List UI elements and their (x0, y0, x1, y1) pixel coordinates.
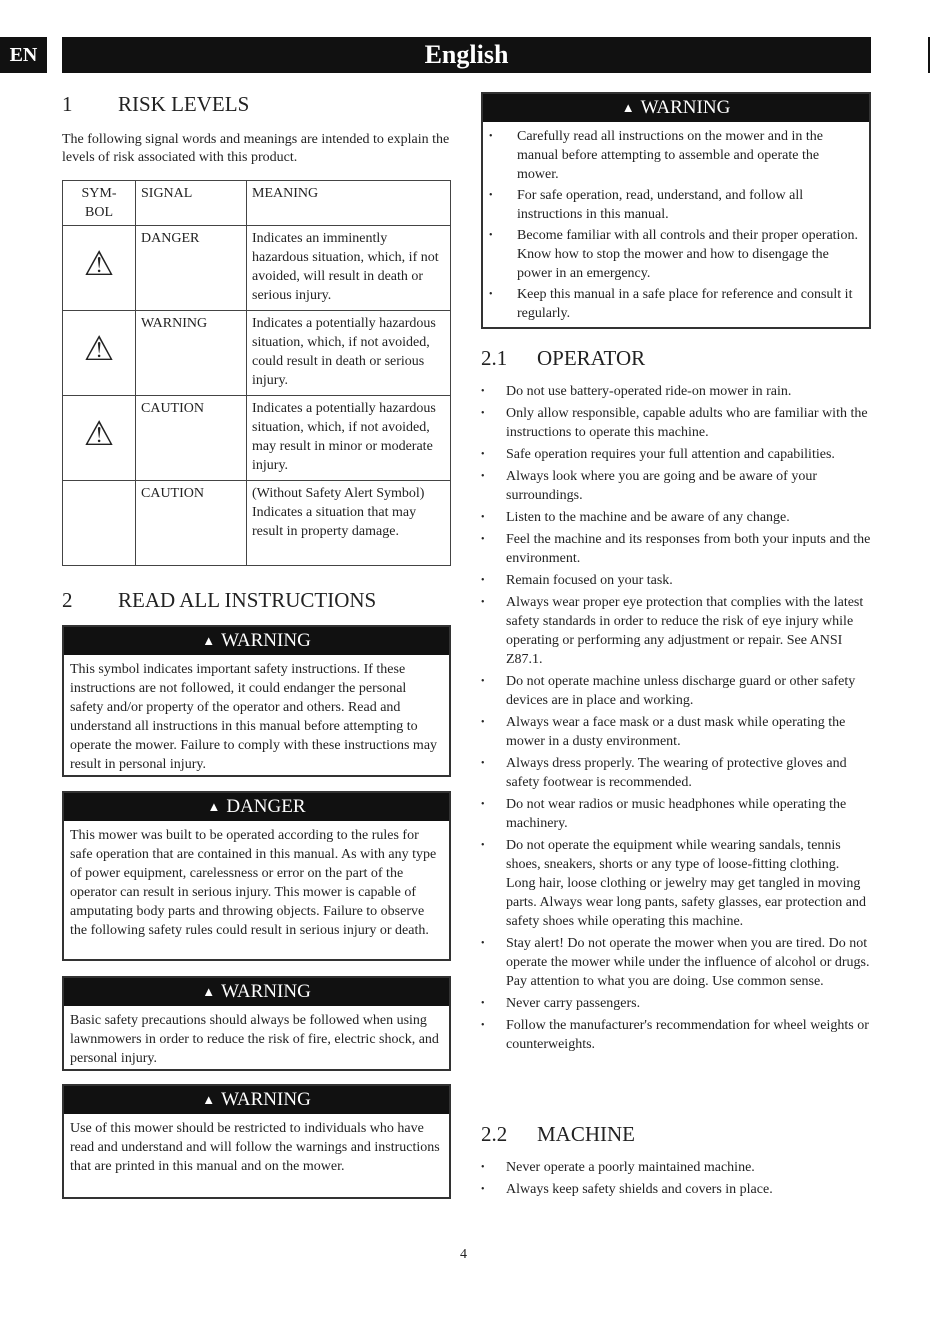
list-item: • Always wear proper eye protection that complies with the latest safety standards in order to reduce the risk of eye injury while operating or performing any adjustment or repair. See ANSI Z87.1. (481, 593, 871, 669)
alert-triangle-icon: ▲ (202, 984, 216, 999)
warning-triangle-icon: ⚠ (83, 331, 115, 368)
alert-triangle-icon: ▲ (202, 1092, 216, 1107)
list-item: • Always dress properly. The wearing of protective gloves and safety footwear is recommended. (481, 754, 871, 792)
list-item: • Feel the machine and its responses from both your inputs and the environment. (481, 530, 871, 568)
box-title: ▲ WARNING (64, 627, 449, 655)
list-item: • Follow the manufacturer's recommendation for wheel weights or counterweights. (481, 1016, 871, 1054)
symbol-cell (63, 226, 136, 311)
box-title: ▲ WARNING (483, 94, 869, 122)
section-2-heading (62, 588, 376, 613)
column-header-symbol: SYM- BOL (63, 181, 136, 226)
section-number: 1 (62, 92, 73, 116)
section-title: OPERATOR (537, 346, 646, 370)
list-item: • Listen to the machine and be aware of any change. (481, 508, 871, 527)
table-row (63, 311, 451, 396)
danger-box (62, 791, 451, 961)
list-item: • Remain focused on your task. (481, 571, 871, 590)
section-title: RISK LEVELS (118, 92, 250, 116)
list-item: • Do not use battery-operated ride-on mower in rain. (481, 382, 871, 401)
meaning-cell: Indicates a potentially hazardous situation, which, if not avoided, may result in minor or moderate injury. (247, 396, 451, 481)
page-number: 4 (460, 1247, 467, 1262)
table-row (63, 396, 451, 481)
machine-list (481, 1158, 871, 1199)
box-text: Use of this mower should be restricted to individuals who have read and understand and will follow the warnings and instructions that are printed in this manual and on the mower. (70, 1121, 440, 1174)
list-item: • Do not operate the equipment while wearing sandals, tennis shoes, sneakers, shorts or any type of loose-fitting clothing. Long hair, loose clothing or jewelry may get tangled in moving parts. Always wear long pants, safety glasses, ear protection and safety shoes while operating this machine. (481, 836, 871, 931)
language-tab: EN (0, 37, 47, 73)
list-item: • For safe operation, read, understand, and follow all instructions in this manual. (489, 186, 861, 224)
warning-box (481, 92, 871, 329)
column-header-signal: SIGNAL (136, 181, 247, 226)
column-header-meaning: MEANING (247, 181, 451, 226)
section-2-2-heading (481, 1122, 635, 1147)
alert-triangle-icon: ▲ (621, 100, 635, 115)
warning-triangle-icon: ⚠ (83, 246, 115, 283)
warning-box (62, 976, 451, 1071)
signal-cell: CAUTION (136, 481, 247, 566)
warning-triangle-icon: ⚠ (83, 416, 115, 453)
table-row (63, 226, 451, 311)
list-item: • Stay alert! Do not operate the mower when you are tired. Do not operate the mower while under the influence of alcohol or drugs. Pay attention to what you are doing. Use common sense. (481, 934, 871, 991)
signal-cell: CAUTION (136, 396, 247, 481)
list-item: • Never operate a poorly maintained machine. (481, 1158, 871, 1177)
meaning-cell: Indicates an imminently hazardous situation, which, if not avoided, will result in death or serious injury. (247, 226, 451, 311)
page-header: English (62, 37, 871, 73)
list-item: • Do not operate machine unless discharge guard or other safety devices are in place and working. (481, 672, 871, 710)
signal-cell: DANGER (136, 226, 247, 311)
section-number: 2.1 (481, 346, 508, 370)
list-item: • Always keep safety shields and covers in place. (481, 1180, 871, 1199)
section-number: 2.2 (481, 1122, 508, 1146)
list-item: • Keep this manual in a safe place for reference and consult it regularly. (489, 285, 861, 323)
list-item: • Always wear a face mask or a dust mask while operating the mower in a dusty environment. (481, 713, 871, 751)
section-number: 2 (62, 588, 73, 612)
list-item: • Always look where you are going and be aware of your surroundings. (481, 467, 871, 505)
list-item: • Safe operation requires your full attention and capabilities. (481, 445, 871, 464)
table-row (63, 481, 451, 566)
table-header-row (63, 181, 451, 226)
list-item: • Carefully read all instructions on the mower and in the manual before attempting to assemble and operate the mower. (489, 127, 861, 184)
section-1-intro: The following signal words and meanings are intended to explain the levels of risk associated with this product. (62, 132, 450, 165)
symbol-cell (63, 481, 136, 566)
warning-box (62, 625, 451, 777)
list-item: • Never carry passengers. (481, 994, 871, 1013)
section-2-1-heading (481, 346, 645, 371)
meaning-cell: Indicates a potentially hazardous situation, which, if not avoided, could result in death or serious injury. (247, 311, 451, 396)
list-item: • Do not wear radios or music headphones while operating the machinery. (481, 795, 871, 833)
section-title: MACHINE (537, 1122, 635, 1146)
list-item: • Become familiar with all controls and their proper operation. Know how to stop the mower and how to disengage the power in an emergency. (489, 226, 861, 283)
signal-cell: WARNING (136, 311, 247, 396)
risk-levels-table (62, 180, 451, 566)
box-text: This mower was built to be operated according to the rules for safe operation that are contained in this manual. As with any type of power equipment, carelessness or error on the part of the operator can result in serious injury. This mower is capable of amputating body parts and throwing objects. Failure to observe the following safety rules could result in serious injury or death. (70, 828, 437, 938)
box-text: This symbol indicates important safety instructions. If these instructions are not followed, it could endanger the personal safety and/or property of the operator and others. Read and understand all instructions in this manual before attempting to operate the mower. Failure to comply with these instructions may result in personal injury. (70, 662, 438, 772)
box-text: Basic safety precautions should always be followed when using lawnmowers in order to reduce the risk of fire, electric shock, and personal injury. (70, 1013, 439, 1066)
operator-list (481, 382, 871, 1054)
alert-triangle-icon: ▲ (207, 799, 221, 814)
warning-box (62, 1084, 451, 1199)
symbol-cell (63, 311, 136, 396)
box-title: ▲ WARNING (64, 978, 449, 1006)
section-1-heading (62, 92, 249, 117)
list-item: • Only allow responsible, capable adults who are familiar with the instructions to operate this machine. (481, 404, 871, 442)
box-title: ▲ WARNING (64, 1086, 449, 1114)
alert-triangle-icon: ▲ (202, 633, 216, 648)
meaning-cell: (Without Safety Alert Symbol) Indicates a situation that may result in property damage. (247, 481, 451, 566)
section-title: READ ALL INSTRUCTIONS (118, 588, 377, 612)
edge-marker (928, 37, 930, 73)
box-title: ▲ DANGER (64, 793, 449, 821)
symbol-cell (63, 396, 136, 481)
warning-list (483, 122, 869, 323)
